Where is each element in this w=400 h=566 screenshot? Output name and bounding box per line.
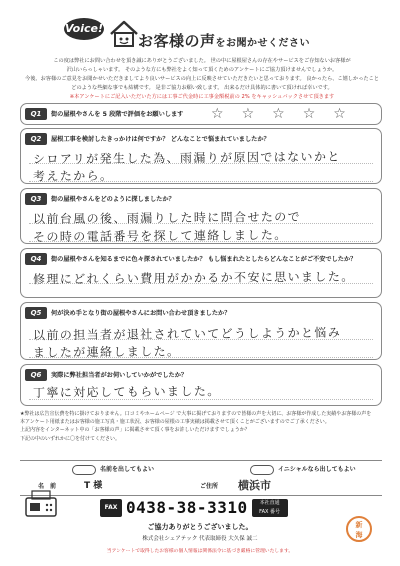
star-icon[interactable]: ☆: [241, 106, 255, 122]
option-initial-ok[interactable]: イニシャルなら出してもよい: [250, 464, 356, 475]
privacy-footnote: 当アンケートで取得したお客様の個人情報は関係法令に基づき厳格に管理いたします。: [106, 549, 294, 554]
question-6-box: [20, 364, 382, 406]
thanks-text: ご協力ありがとうございました。: [147, 523, 253, 531]
question-text: 屋根工事を検討したきっかけは何ですか？ どんなことで悩まれていましたか？: [51, 136, 270, 143]
question-3-box: [20, 188, 382, 244]
question-label: Q6: [25, 369, 47, 381]
choice-circle[interactable]: [72, 465, 96, 475]
question-label: Q1: [25, 108, 47, 120]
question-1-box: [20, 103, 382, 125]
page-title: お客様の声をお聞かせください: [138, 32, 311, 50]
star-icon[interactable]: ☆: [272, 106, 285, 122]
consent-notes: ★弊社は広告宣伝費を特に掛けておりません。口コミやホームページ で大事に掲げておりますので皆様の声を大切に、お客様が作成した実績やお客様の声を 本アンケート用紙またはお客様の施工写真・施工状況、お客様の屋根の工事実績は掲載させて頂くことがございますのでご了承ください。 上記内容をインターネット中の「お客様の声」に掲載させて頂く事をお許しいただけますでしょうか？ 下記の中のいずれかに〇を付けてください。: [20, 411, 372, 442]
question-label: Q3: [25, 193, 47, 205]
choice-circle[interactable]: [250, 465, 274, 475]
name-value: T 様: [84, 481, 103, 491]
name-address-row: [20, 460, 382, 496]
question-label: Q2: [25, 133, 47, 145]
seal-stamp: 新 海: [346, 516, 372, 542]
star-icon[interactable]: ☆: [211, 106, 224, 122]
fax-side-label: 本社直通 FAX 番号: [252, 499, 288, 517]
answer-text: ましたが連絡しました。: [32, 344, 181, 360]
fax-machine-icon: [22, 488, 60, 520]
answer-text: シロアリが発生した為、雨漏りが原因ではないかと: [32, 149, 341, 167]
fax-tag: FAX: [100, 499, 122, 517]
question-4-box: [20, 248, 382, 298]
question-label: Q4: [25, 253, 47, 265]
house-icon: [107, 17, 141, 51]
company-info: 株式会社シェアテック 代表取締役 大久保 誠二: [142, 536, 258, 542]
answer-text: 考えたから。: [32, 168, 114, 184]
question-text: 街の屋根やさんを 5 段階で評価をお願いします: [51, 111, 184, 118]
fax-number-block: [100, 498, 288, 517]
rating-stars[interactable]: [211, 106, 346, 122]
option-name-ok[interactable]: 名前を出してもよい: [72, 464, 154, 475]
question-label: Q5: [25, 307, 47, 319]
star-icon[interactable]: ☆: [333, 106, 346, 122]
question-text: 街の屋根やさんを知るまでに色々探されていましたか？ もし悩まれたとしたらどんなことがご不安でしたか？: [51, 256, 357, 263]
question-text: 街の屋根やさんをどのように探しましたか？: [51, 196, 175, 203]
question-5-box: [20, 302, 382, 360]
address-label: ご住所: [200, 483, 219, 490]
name-label: 名 前: [38, 483, 57, 490]
intro-text: この度は弊社にお問い合わせを頂き誠にありがとうございました。 世の中に屋根屋さんの存在やサービスをご存知ないお客様が 沢山いらっしゃいます。 そのような方にも弊社をよく知って頂くためのアンケートにご協力頂けませんでしょうか。 今後、お客様のご意見をお聞かせいただきましてより良いサービスの向上に反映させていただきたいと思っております。 良かったら、こ嬉しかったこと どのような些細な事でも結構です。 是非ご協力お願い致します。 出来るだけ具体的に書いて頂ければ幸いです。 ※本アンケートにご記入いただいた方には工事ご代金時に工事金額税前の 2% をキャッシュバックさせて頂きます: [25, 58, 379, 100]
answer-text: 以前の担当者が退社されていてどうしようかと悩み: [32, 325, 342, 343]
question-2-box: [20, 128, 382, 184]
star-icon[interactable]: ☆: [302, 106, 316, 122]
answer-text: 以前台風の後、雨漏りした時に問合せたので: [32, 209, 302, 227]
question-text: 実際に弊社担当者がお伺いしていかがでしたか？: [51, 372, 188, 379]
address-value: 横浜市: [238, 479, 271, 492]
voice-badge: Voice!: [64, 18, 104, 40]
fax-number: 0438-38-3310: [126, 498, 248, 517]
question-text: 何が決め手となり街の屋根やさんにお問い合わせ頂きましたか？: [51, 310, 231, 317]
answer-text: その時の電話番号を探して連絡しました。: [32, 227, 288, 245]
answer-text: 修理にどれくらい費用がかかるか不安に思いました。: [32, 269, 355, 287]
answer-text: 丁寧に対応してもらいました。: [32, 384, 221, 400]
